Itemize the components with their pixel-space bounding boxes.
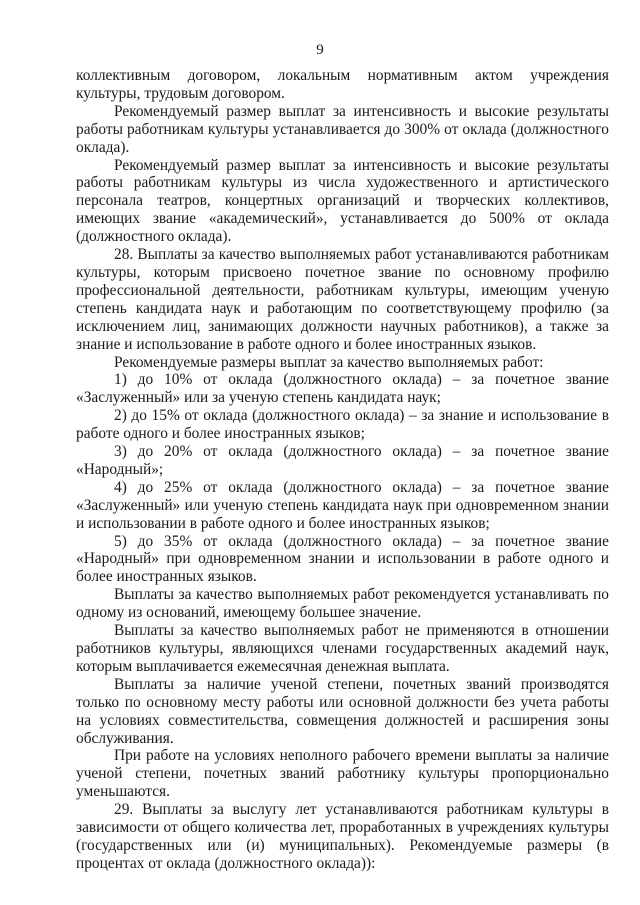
paragraph-quality-heading: Рекомендуемые размеры выплат за качество выполняемых работ:	[114, 353, 544, 371]
paragraph-part-time: При работе на условиях неполного рабочего времени выплаты за наличие ученой степени, почетных званий работнику культуры пропорционально уменьшаются.	[76, 747, 609, 801]
paragraph-main-workplace: Выплаты за наличие ученой степени, почетных званий производятся только по основному месту работы или основной должности без учета работы на условиях совместительства, совмещения должностей и расширения зоны обслуживания.	[76, 675, 609, 747]
paragraph-intensity-payment: Рекомендуемый размер выплат за интенсивность и высокие результаты работы работникам культуры устанавливается до 300% от оклада (должностного оклада).	[76, 102, 609, 156]
list-item-3: 3) до 20% от оклада (должностного оклада) – за почетное звание «Народный»;	[76, 443, 609, 478]
paragraph-item-29: 29. Выплаты за выслугу лет устанавливаются работникам культуры в зависимости от общего количества лет, проработанных в учреждениях культуры (государственных или (и) муниципальных). Рекомендуемые размеры (в процентах от оклада (должностного оклада)):	[76, 801, 609, 872]
list-item-4: 4) до 25% от оклада (должностного оклада) – за почетное звание «Заслуженный» или ученую степень кандидата наук при одновременном знании и использовании в работе одного и более иностранных языков;	[76, 478, 609, 532]
page-number: 9	[316, 42, 324, 58]
document-body	[76, 67, 609, 873]
paragraph-academy-members: Выплаты за качество выполняемых работ не применяются в отношении работников культуры, являющихся членами государственных академий наук, которым выплачивается ежемесячная денежная выплата.	[76, 622, 609, 675]
paragraph-single-basis: Выплаты за качество выполняемых работ рекомендуется устанавливать по одному из оснований, имеющему большее значение.	[76, 586, 609, 622]
paragraph-continuation: коллективным договором, локальным нормативным актом учреждения культуры, трудовым договором.	[76, 67, 609, 102]
list-item-2: 2) до 15% от оклада (должностного оклада) – за знание и использование в работе одного и более иностранных языков;	[76, 407, 609, 443]
list-item-5: 5) до 35% от оклада (должностного оклада) – за почетное звание «Народный» при одновременном знании и использовании в работе одного и более иностранных языков.	[76, 532, 609, 586]
paragraph-item-28: 28. Выплаты за качество выполняемых работ устанавливаются работникам культуры, которым присвоено почетное звание по основному профилю профессиональной деятельности, работникам культуры, имеющим ученую степень кандидата наук и работающим по соответствующему профилю (за исключением лиц, занимающих должности научных работников), а также за знание и использование в работе одного и более иностранных языков.	[76, 246, 609, 353]
list-item-1: 1) до 10% от оклада (должностного оклада) – за почетное звание «Заслуженный» или за ученую степень кандидата наук;	[76, 371, 609, 407]
paragraph-academic-payment: Рекомендуемый размер выплат за интенсивность и высокие результаты работы работникам культуры из числа художественного и артистического персонала театров, концертных организаций и творческих коллективов, имеющих звание «академический», устанавливается до 500% от оклада (должностного оклада).	[76, 156, 609, 246]
